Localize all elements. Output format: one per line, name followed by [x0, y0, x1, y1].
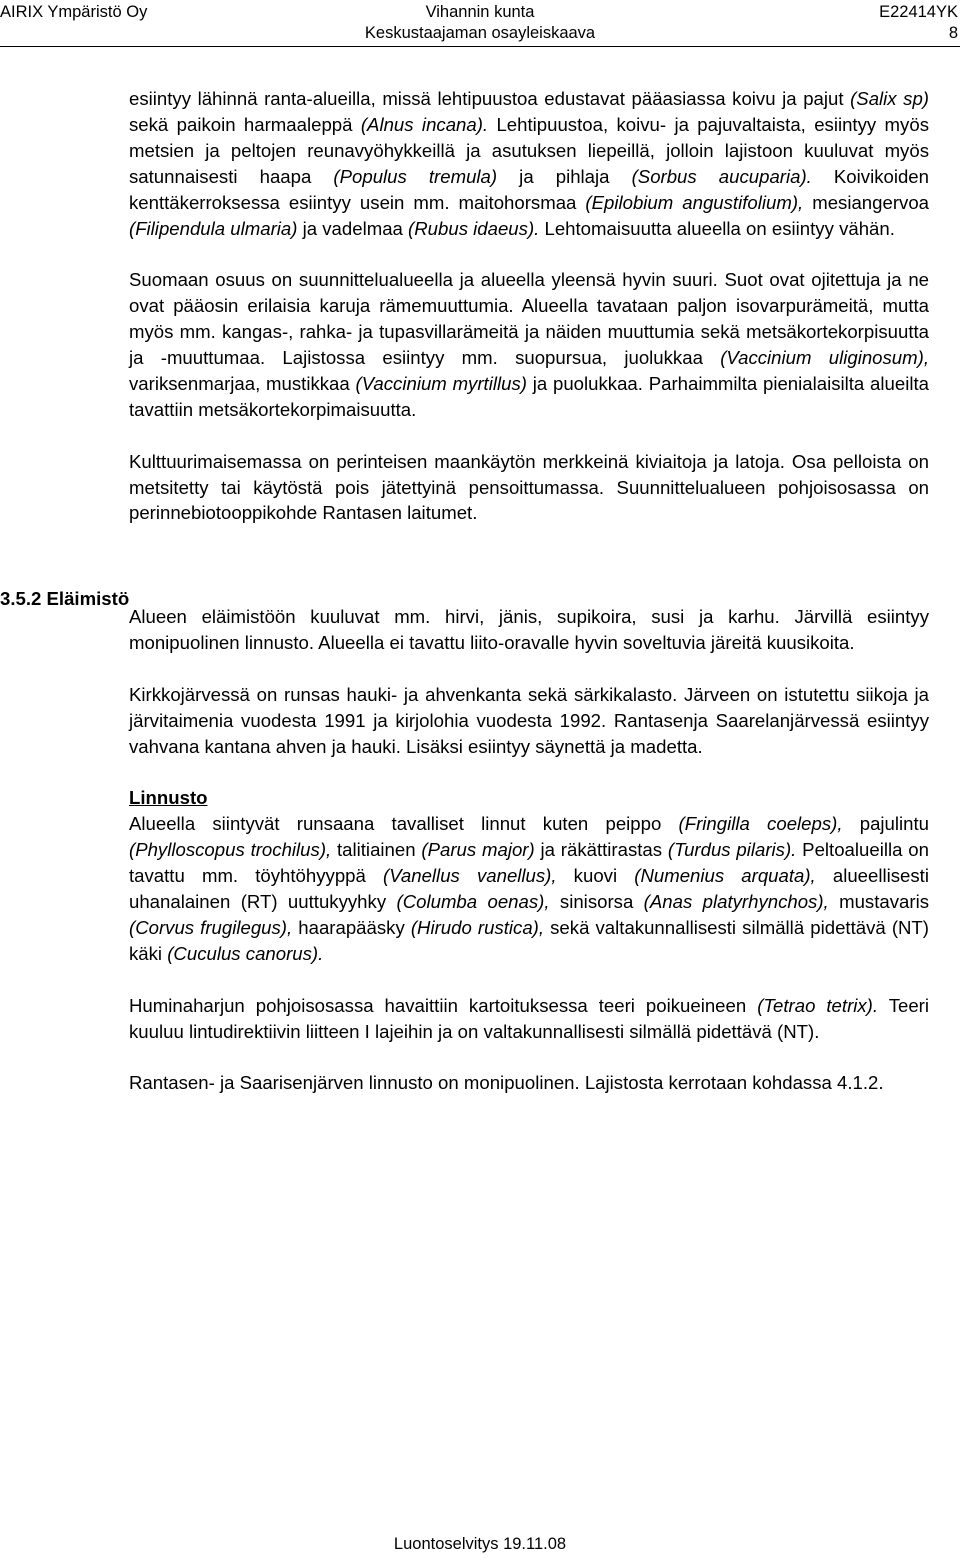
paragraph-mires: Suomaan osuus on suunnittelualueella ja alueella yleensä hyvin suuri. Suot ovat ojitettuja ja ne ovat pääosin erilaisia karuja rämemuuttumia. Alueella tavataan paljon isovarpurämeitä, mutta myös mm. kangas-, rahka- ja tupasvillarämeitä ja näiden muuttumia sekä metsäkortekorpisuutta ja -muuttumaa. Lajistossa esiintyy mm. suopursua, juolukkaa (Vaccinium uliginosum), variksenmarjaa, mustikkaa (Vaccinium myrtillus) ja puolukkaa. Parhaimmilta pienialaisilta alueilta tavattiin metsäkortekorpimaisuutta.	[129, 269, 929, 420]
header-right	[879, 2, 958, 44]
paragraph-fauna: Alueen eläimistöön kuuluvat mm. hirvi, jänis, supikoira, susi ja karhu. Järvillä esiintyy monipuolinen linnusto. Alueella ei tavattu liito-oravalle hyvin soveltuvia järeitä kuusikoita.	[129, 606, 929, 653]
page-footer: Luontoselvitys 19.11.08	[393, 1535, 567, 1553]
paragraph-cultural-landscape: Kulttuurimaisemassa on perinteisen maankäytön merkkeinä kiviaitoja ja latoja. Osa pelloista on metsitetty tai käytöstä pois jätettyinä pensoittumassa. Suunnittelualueen pohjoisosassa on perinnebiotooppikohde Rantasen laitumet.	[129, 450, 929, 524]
paragraph-vegetation: esiintyy lähinnä ranta-alueilla, missä lehtipuustoa edustavat pääasiassa koivu ja pajut (Salix sp) sekä paikoin harmaaleppä (Alnus incana). Lehtipuustoa, koivu- ja pajuvaltaista, esiintyy myös metsien ja peltojen reunavyöhykkeillä ja asutuksen liepeillä, jolloin lajistoon kuuluvat myös satunnaisesti haapa (Populus tremula) ja pihlaja (Sorbus aucuparia). Koivikoiden kenttäkerroksessa esiintyy usein mm. maitohorsmaa (Epilobium angustifolium), mesiangervoa (Filipendula ulmaria) ja vadelmaa (Rubus idaeus). Lehtomaisuutta alueella on esiintyy vähän.	[129, 88, 930, 239]
header-center	[0, 2, 960, 44]
header-company: AIRIX Ympäristö Oy	[0, 3, 148, 21]
paragraph-black-grouse: Huminaharjun pohjoisosassa havaittiin kartoituksessa teeri poikueineen (Tetrao tetrix). Teeri kuuluu lintudirektiivin liitteen I lajeihin ja on valtakunnallisesti silmällä pidettävä (NT).	[129, 994, 929, 1042]
paragraph-birds: Alueella siintyvät runsaana tavalliset linnut kuten peippo (Fringilla coeleps), pajulintu (Phylloscopus trochilus), talitiainen (Parus major) ja räkättirastas (Turdus pilaris). Peltoalueilla on tavattu mm. töyhtöhyyppä (Vanellus vanellus), kuovi (Numenius arquata), alueellisesti uhanalainen (RT) uuttukyyhky (Columba oenas), sinisorsa (Anas platyrhynchos), mustavaris (Corvus frugilegus), haarapääsky (Hirudo rustica), sekä valtakunnallisesti silmällä pidettävä (NT) käki (Cuculus canorus).	[129, 813, 930, 964]
page-number: 8	[948, 24, 958, 42]
linnusto-heading: Linnusto	[129, 787, 208, 809]
header-municipality: Vihannin kunta	[425, 3, 535, 21]
paragraph-lakes-birds: Rantasen- ja Saarisenjärven linnusto on monipuolinen. Lajistosta kerrotaan kohdassa 4.1.2.	[129, 1072, 884, 1094]
paragraph-fish: Kirkkojärvessä on runsas hauki- ja ahvenkanta sekä särkikalasto. Järveen on istutettu siikoja ja järvitaimenia vuodesta 1991 ja kirjolohia vuodesta 1992. Rantasenja Saarelanjärvessä esiintyy vahvana kantana ahven ja hauki. Lisäksi esiintyy säynettä ja madetta.	[129, 683, 929, 757]
header-divider	[0, 46, 960, 47]
body-text	[129, 86, 929, 1122]
header-plan-title: Keskustaajaman osayleiskaava	[364, 24, 596, 42]
section-heading: 3.5.2 Eläimistö	[0, 588, 130, 609]
header-project-code: E22414YK	[879, 3, 958, 21]
page-header	[0, 0, 960, 46]
